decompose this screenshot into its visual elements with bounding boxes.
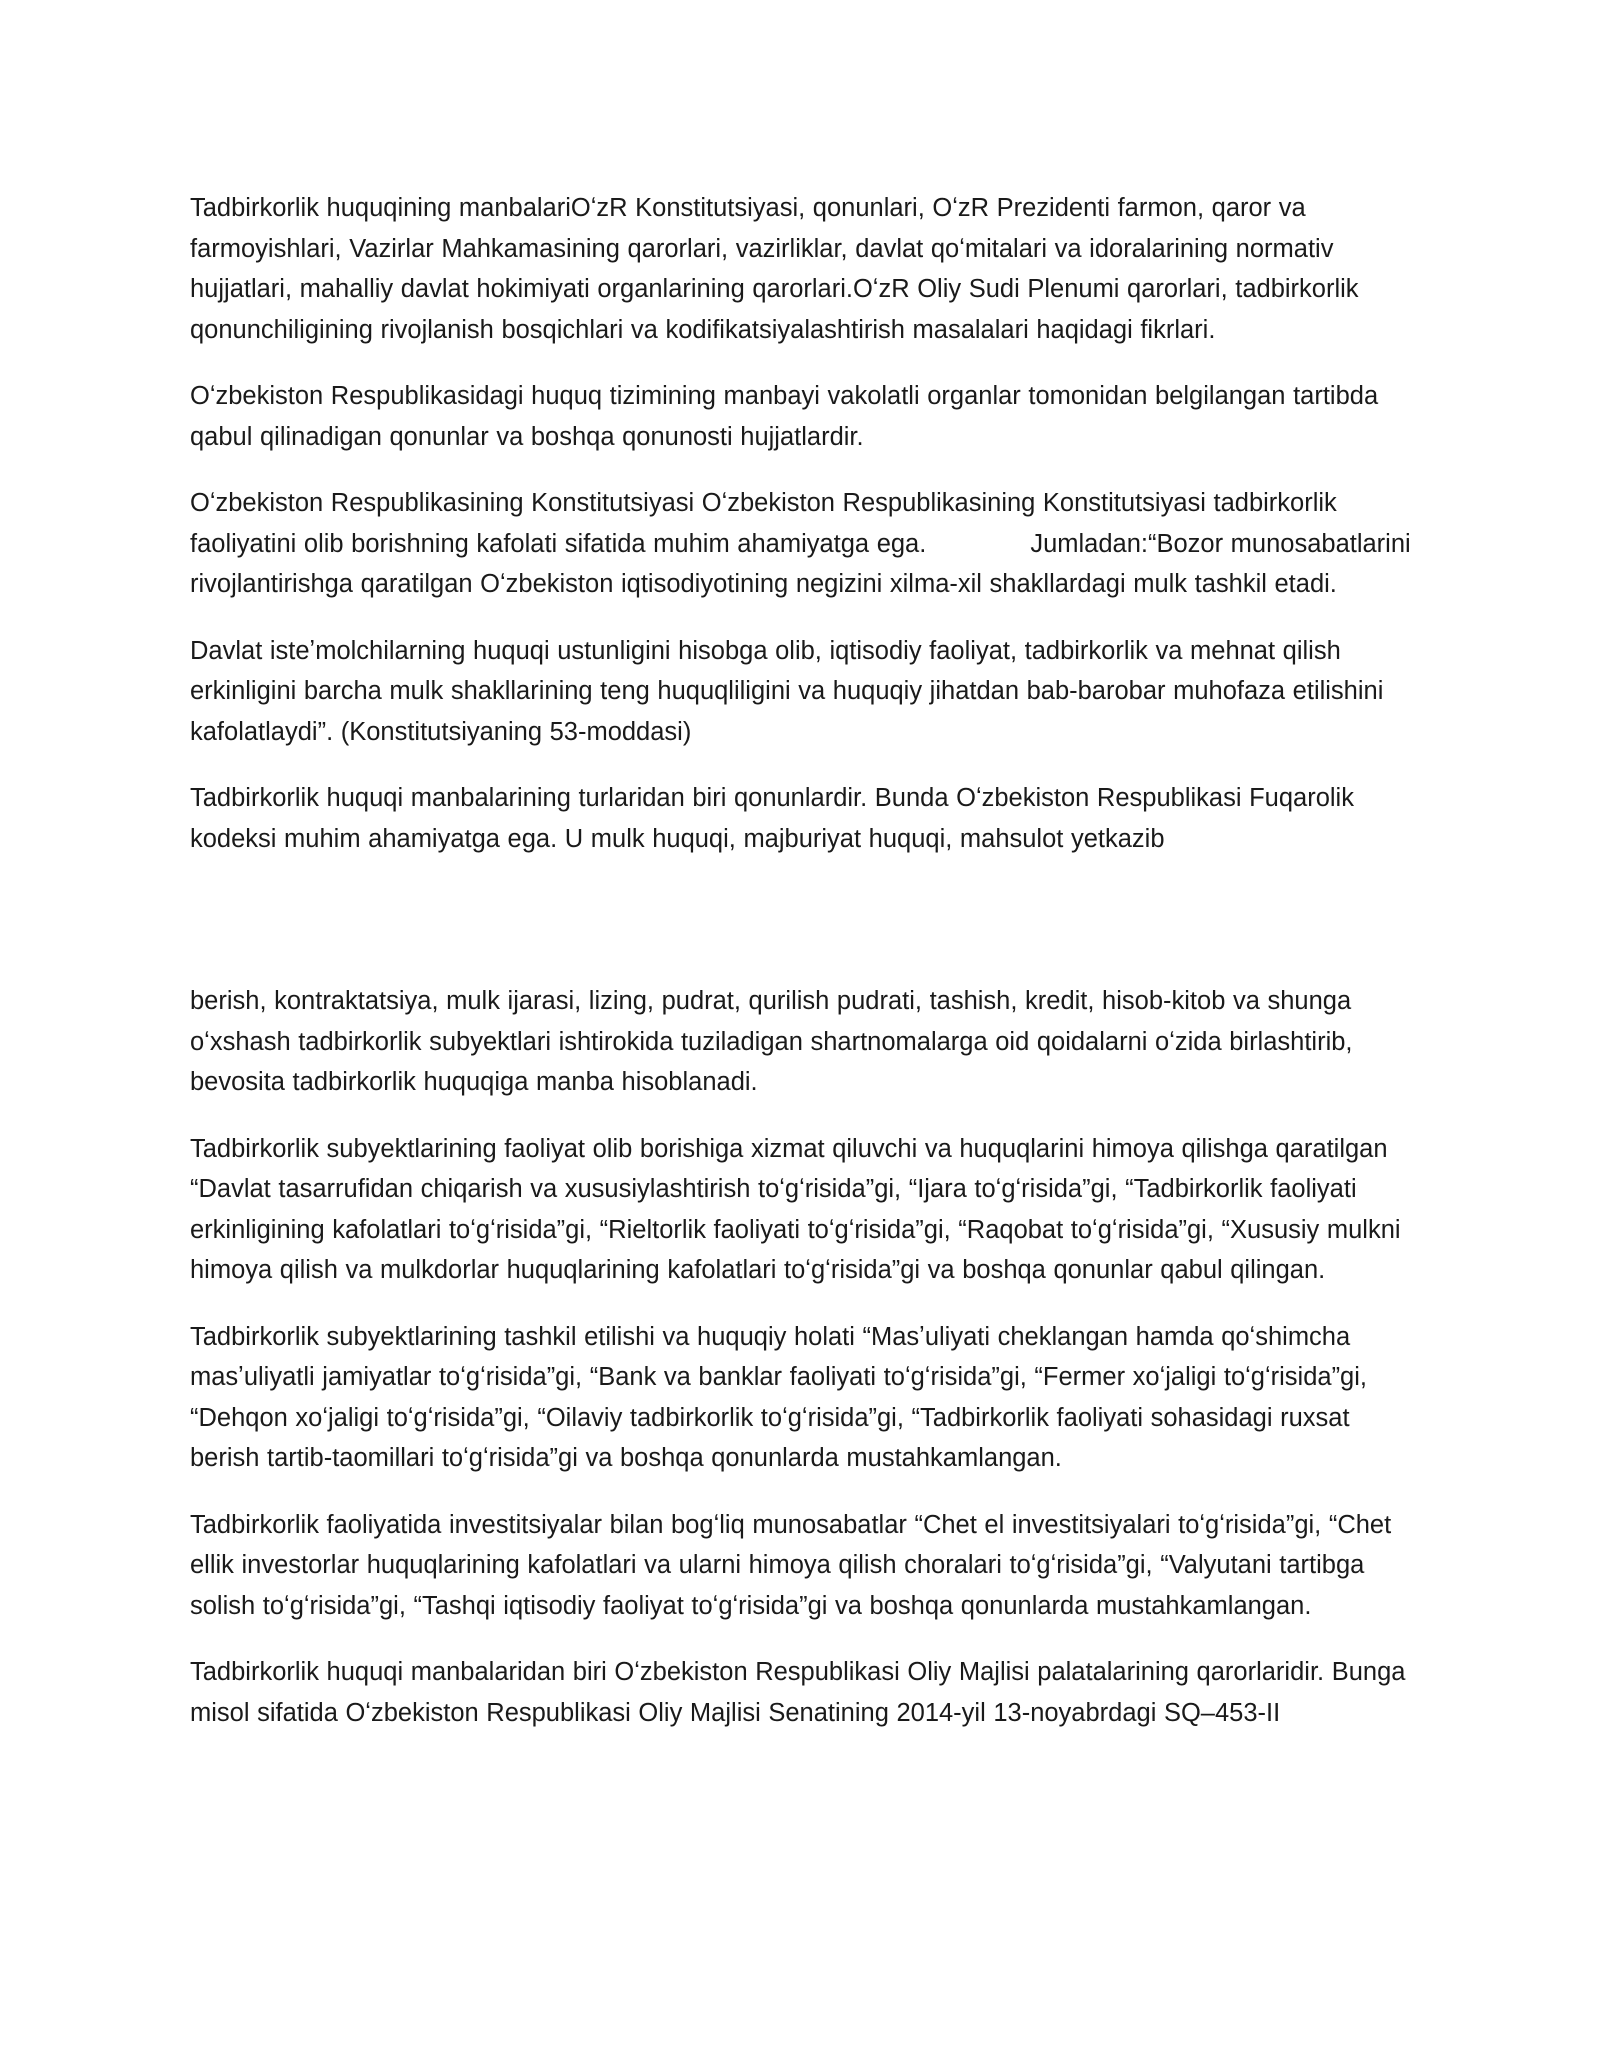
paragraph-6: berish, kontraktatsiya, mulk ijarasi, lizing, pudrat, qurilish pudrati, tashish, kredit, hisob-kitob va shunga oʻxshash tadbirkorlik subyektlari ishtirokida tuziladigan shartnomalarga oid qoidalarni oʻzida birlashtirib, bevosita tadbirkorlik huquqiga manba hisoblanadi. [190, 987, 1353, 1096]
page-break [190, 885, 1420, 981]
paragraph-8: Tadbirkorlik subyektlarining tashkil etilishi va huquqiy holati “Masʼuliyati cheklangan hamda qoʻshimcha masʼuliyatli jamiyatlar toʻgʻrisida”gi, “Bank va banklar faoliyati toʻgʻrisida”gi, “Fermer xoʻjaligi toʻgʻrisida”gi, “Dehqon xoʻjaligi toʻgʻrisida”gi, “Oilaviy tadbirkorlik toʻgʻrisida”gi, “Tadbirkorlik faoliyati sohasidagi ruxsat berish tartib-taomillari toʻgʻrisida”gi va boshqa qonunlarda mustahkamlangan. [190, 1322, 1367, 1472]
paragraph-4: Davlat isteʼmolchilarning huquqi ustunligini hisobga olib, iqtisodiy faoliyat, tadbirkorlik va mehnat qilish erkinligini barcha mulk shakllarining teng huquqliligini va huquqiy jihatdan bab-barobar muhofaza etilishini kafolatlaydi”. (Konstitutsiyaning 53-moddasi) [190, 636, 1384, 746]
paragraph-5: Tadbirkorlik huquqi manbalarining turlaridan biri qonunlardir. Bunda Oʻzbekiston Respublikasi Fuqarolik kodeksi muhim ahamiyatga ega. U mulk huquqi, majburiyat huquqi, mahsulot yetkazib [190, 784, 1354, 853]
paragraph-9: Tadbirkorlik faoliyatida investitsiyalar bilan bogʻliq munosabatlar “Chet el investitsiyalari toʻgʻrisida”gi, “Chet ellik investorlar huquqlarining kafolatlari va ularni himoya qilish choralari toʻgʻrisida”gi, “Valyutani tartibga solish toʻgʻrisida”gi, “Tashqi iqtisodiy faoliyat toʻgʻrisida”gi va boshqa qonunlarda mustahkamlangan. [190, 1510, 1392, 1620]
paragraph-3-part-1: Oʻzbekiston Respublikasining Konstitutsiyasi Oʻzbekiston Respublikasining Konstitutsiyasi tadbirkorlik faoliyatini olib borishning kafolati sifatida muhim ahamiyatga ega. [190, 489, 1337, 558]
paragraph-1: Tadbirkorlik huquqining manbalariOʻzR Konstitutsiyasi, qonunlari, OʻzR Prezidenti farmon, qaror va farmoyishlari, Vazirlar Mahkamasining qarorlari, vazirliklar, davlat qoʻmitalari va idoralarining normativ hujjatlari, mahalliy davlat hokimiyati organlarining qarorlari.OʻzR Oliy Sudi Plenumi qarorlari, tadbirkorlik qonunchiligining rivojlanish bosqichlari va kodifikatsiyalashtirish masalalari haqidagi fikrlari. [190, 194, 1359, 344]
paragraph-10: Tadbirkorlik huquqi manbalaridan biri Oʻzbekiston Respublikasi Oliy Majlisi palatalarining qarorlaridir. Bunga misol sifatida Oʻzbekiston Respublikasi Oliy Majlisi Senatining 2014-yil 13-noyabrdagi SQ–453-II [190, 1658, 1406, 1727]
document-page [190, 188, 1420, 1759]
paragraph-7: Tadbirkorlik subyektlarining faoliyat olib borishiga xizmat qiluvchi va huquqlarini himoya qilishga qaratilgan “Davlat tasarrufidan chiqarish va xususiylashtirish toʻgʻrisida”gi, “Ijara toʻgʻrisida”gi, “Tadbirkorlik faoliyati erkinligining kafolatlari toʻgʻrisida”gi, “Rieltorlik faoliyati toʻgʻrisida”gi, “Raqobat toʻgʻrisida”gi, “Xususiy mulkni himoya qilish va mulkdorlar huquqlarining kafolatlari toʻgʻrisida”gi va boshqa qonunlar qabul qilingan. [190, 1134, 1401, 1284]
paragraph-3-part-2: Jumladan:“Bozor munosabatlarini rivojlantirishga qaratilgan Oʻzbekiston iqtisodiyotining negizini xilma-xil shakllardagi mulk tashkil etadi. [190, 529, 1411, 598]
paragraph-2: Oʻzbekiston Respublikasidagi huquq tizimining manbayi vakolatli organlar tomonidan belgilangan tartibda qabul qilinadigan qonunlar va boshqa qonunosti hujjatlardir. [190, 382, 1379, 451]
paragraph-3 [190, 483, 1420, 605]
